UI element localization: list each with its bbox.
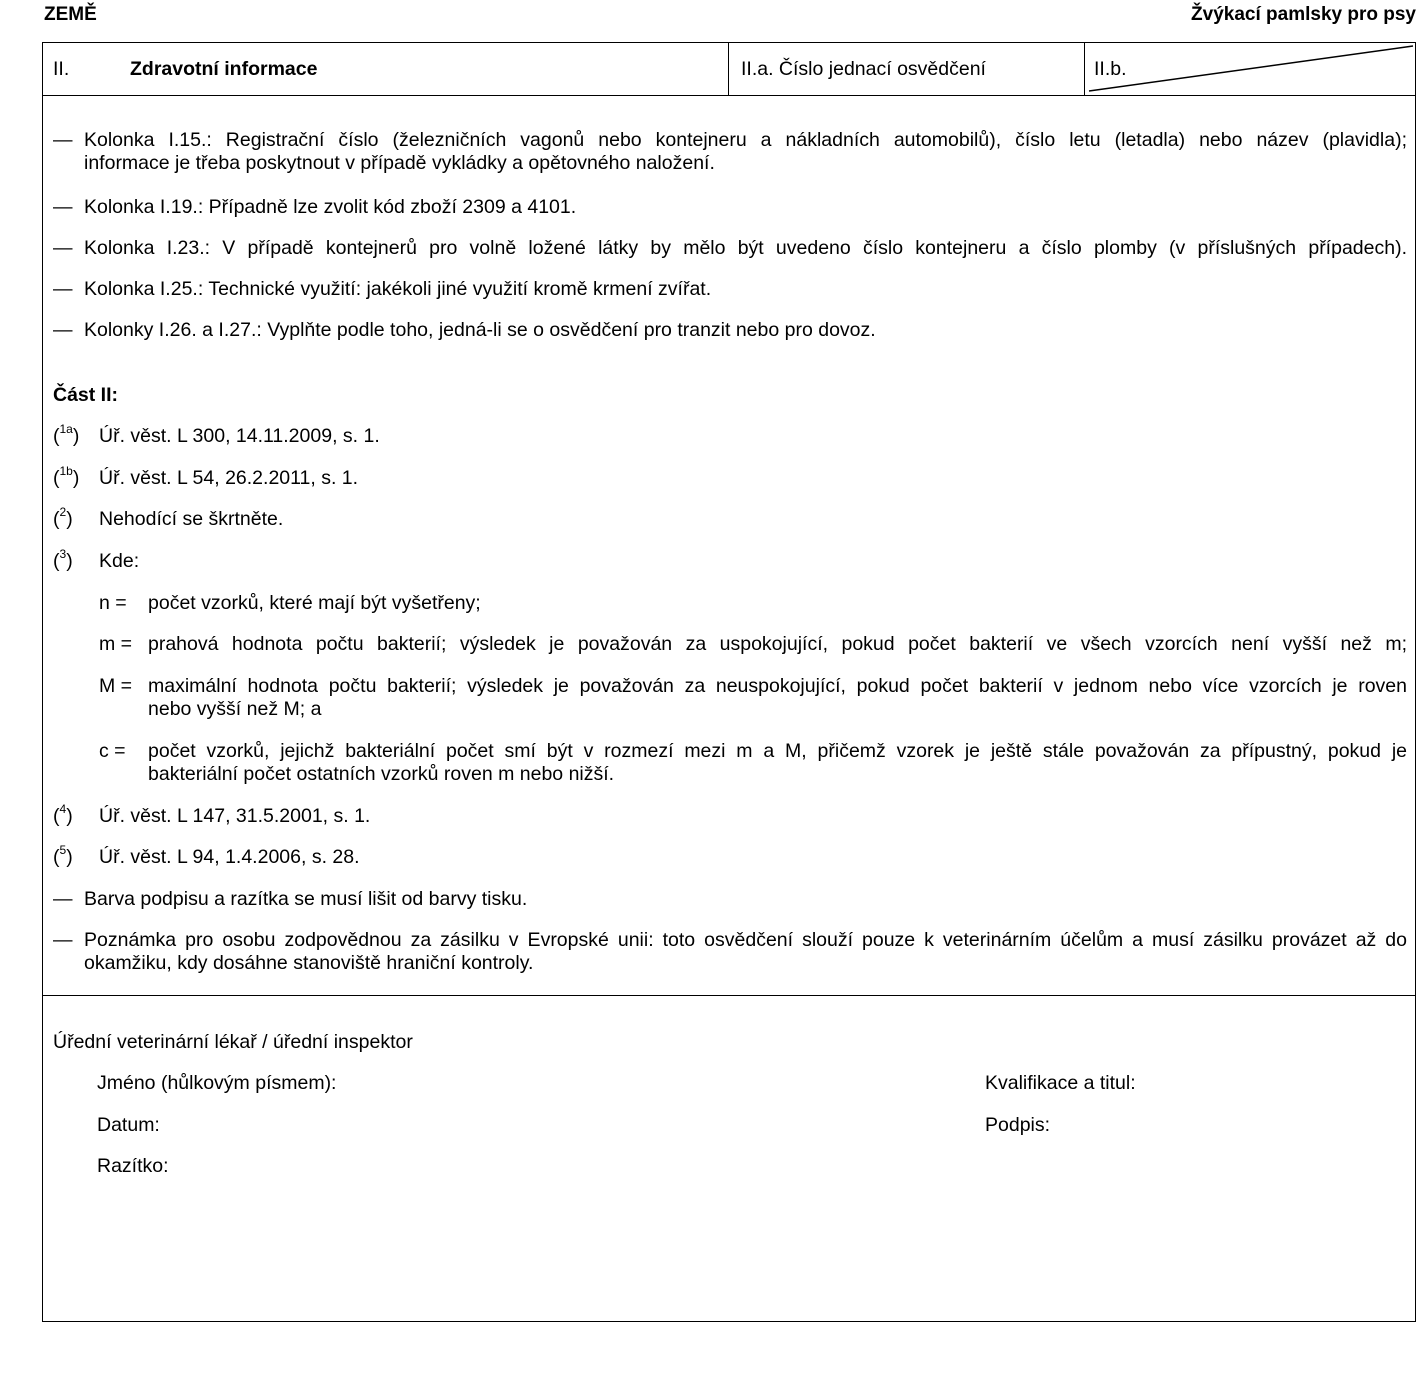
reference-number-label: II.a. Číslo jednací osvědčení <box>741 58 986 80</box>
dash: — <box>53 278 73 300</box>
footnote-marker: ($^5$) <box>53 842 73 868</box>
note-text: informace je třeba poskytnout v případě vykládky a opětovného naložení. <box>84 152 715 174</box>
official-veterinarian-title: Úřední veterinární lékař / úřední inspektor <box>53 1031 413 1053</box>
footnote-text: Úř. věst. L 147, 31.5.2001, s. 1. <box>99 805 371 827</box>
section-number: II. <box>53 58 70 80</box>
dash: — <box>53 888 73 910</box>
definition-n <box>99 592 1407 615</box>
header-cell-iib <box>1085 43 1416 95</box>
note-text: Kolonka I.25.: Technické využití: jakékoli jiné využití kromě krmení zvířat. <box>84 278 712 300</box>
note-item <box>53 237 1407 260</box>
dash: — <box>53 196 73 218</box>
definition-variable: n = <box>99 592 127 614</box>
signature-label: Podpis: <box>985 1114 1051 1136</box>
footnote-1b <box>53 463 1407 490</box>
definition-text: maximální hodnota počtu bakterií; výsledek je považován za neuspokojující, pokud počet bakterií v jednom nebo více vzorcích je roven <box>148 675 1407 697</box>
name-label: Jméno (hůlkovým písmem): <box>97 1072 337 1094</box>
dash: — <box>53 129 73 151</box>
definition-variable: c = <box>99 740 126 762</box>
footnote-5 <box>53 842 1407 869</box>
certificate-frame <box>42 42 1416 1322</box>
footnote-text: Kde: <box>99 550 140 572</box>
footnote-text: Úř. věst. L 54, 26.2.2011, s. 1. <box>99 467 359 489</box>
footnote-marker: ($^2$) <box>53 504 73 530</box>
note-item <box>53 278 1407 301</box>
note-item <box>53 888 1407 911</box>
date-label: Datum: <box>97 1114 160 1136</box>
footnote-1a <box>53 421 1407 448</box>
section-title: Zdravotní informace <box>130 58 318 80</box>
dash: — <box>53 929 73 951</box>
footnote-text: Nehodící se škrtněte. <box>99 508 284 530</box>
definition-text: bakteriální počet ostatních vzorků roven m nebo nižší. <box>148 763 615 785</box>
definition-text: počet vzorků, které mají být vyšetřeny; <box>148 592 481 614</box>
note-text: okamžiku, kdy dosáhne stanoviště hraniční kontroly. <box>84 952 534 974</box>
dash: — <box>53 319 73 341</box>
footnote-marker: ($^4$) <box>53 801 73 827</box>
table-header <box>43 43 1415 96</box>
footnote-3 <box>53 546 1407 573</box>
header-cell-reference <box>729 43 1085 95</box>
definition-c <box>99 740 1407 786</box>
note-item <box>53 196 1407 219</box>
footnote-text: Úř. věst. L 94, 1.4.2006, s. 28. <box>99 846 360 868</box>
footnote-marker: ($^{1a}$) <box>53 421 80 447</box>
header-cell-section <box>43 43 729 95</box>
note-text: Barva podpisu a razítka se musí lišit od barvy tisku. <box>84 888 528 910</box>
iib-label: II.b. <box>1094 58 1127 80</box>
definition-variable: M = <box>99 675 133 697</box>
part-ii-title: Část II: <box>53 384 119 406</box>
note-text: Poznámka pro osobu zodpovědnou za zásilku v Evropské unii: toto osvědčení slouží pouze k veterinárním účelům a musí zásilku provázet až do <box>84 929 1407 951</box>
country-label: ZEMĚ <box>44 4 97 25</box>
footnote-2 <box>53 504 1407 531</box>
section-divider <box>43 995 1415 996</box>
footnote-marker: ($^3$) <box>53 546 73 572</box>
note-text: Kolonka I.19.: Případně lze zvolit kód zboží 2309 a 4101. <box>84 196 577 218</box>
note-text: Kolonka I.23.: V případě kontejnerů pro volně ložené látky by mělo být uvedeno číslo kontejneru a číslo plomby (v příslušných případech). <box>84 237 1407 259</box>
definition-m <box>99 633 1407 656</box>
stamp-label: Razítko: <box>97 1155 169 1177</box>
footnote-4 <box>53 801 1407 828</box>
definition-text: nebo vyšší než M; a <box>148 698 322 720</box>
definition-text: prahová hodnota počtu bakterií; výsledek je považován za uspokojující, pokud počet bakterií ve všech vzorcích není vyšší než m; <box>148 633 1407 655</box>
note-item <box>53 929 1407 975</box>
definition-M <box>99 675 1407 721</box>
strike-line <box>1085 43 1416 95</box>
footnote-text: Úř. věst. L 300, 14.11.2009, s. 1. <box>99 425 380 447</box>
qualification-label: Kvalifikace a titul: <box>985 1072 1136 1094</box>
definition-text: počet vzorků, jejichž bakteriální počet smí být v rozmezí mezi m a M, přičemž vzorek je ještě stále považován za přípustný, pokud je <box>148 740 1407 762</box>
commodity-title: Žvýkací pamlsky pro psy <box>1191 4 1416 25</box>
note-item <box>53 129 1407 175</box>
note-item <box>53 319 1407 342</box>
note-text: Kolonky I.26. a I.27.: Vyplňte podle toho, jedná-li se o osvědčení pro tranzit nebo pro dovoz. <box>84 319 876 341</box>
definition-variable: m = <box>99 633 133 655</box>
footnote-marker: ($^{1b}$) <box>53 463 80 489</box>
dash: — <box>53 237 73 259</box>
note-text: Kolonka I.15.: Registrační číslo (železničních vagonů nebo kontejneru a nákladních automobilů), číslo letu (letadla) nebo název (plavidla); <box>84 129 1407 151</box>
